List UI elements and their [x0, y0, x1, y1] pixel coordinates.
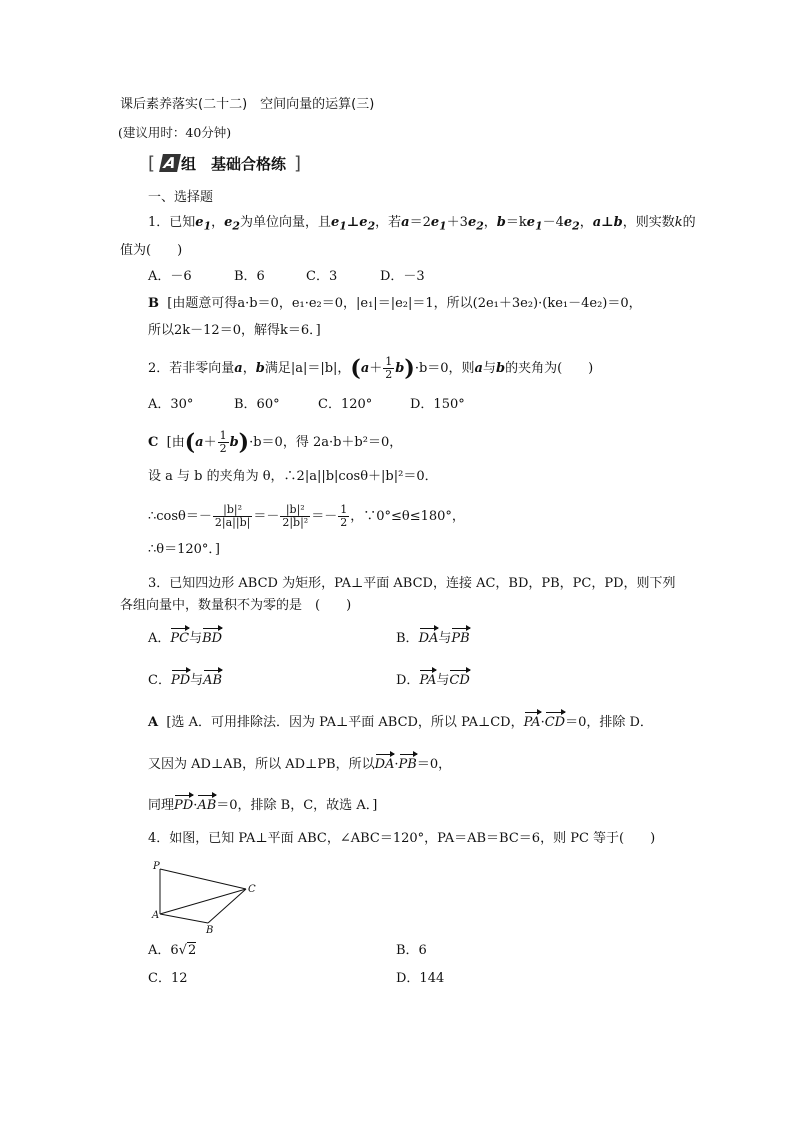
q1-option-b: B．6	[234, 269, 265, 284]
section-badge: A	[159, 154, 181, 172]
q1-text: 1．已知	[148, 215, 196, 230]
q1-text: ，则实数	[622, 215, 675, 230]
dot: ·	[540, 715, 545, 730]
vector-pa: PA	[419, 673, 437, 688]
q2-solution-text: [由	[166, 435, 185, 450]
q1-solution-line1	[148, 295, 642, 313]
q1-e2: $e_2$	[563, 215, 580, 233]
label-p: P	[153, 861, 160, 872]
paren-right: )	[238, 429, 250, 456]
q3-solution-line3	[148, 797, 377, 815]
q1-e1: $e_1$	[526, 215, 543, 233]
q2-range: ，∵0°≤θ≤180°，	[350, 509, 465, 524]
q3-option-b	[396, 630, 470, 648]
q2-option-d: D．150°	[410, 397, 465, 412]
q2-text: 满足|a|＝|b|，	[264, 361, 351, 376]
q3-stem-line2: 各组向量中，数量积不为零的是 ( )	[120, 598, 352, 613]
q2-answer: C	[148, 435, 159, 450]
q1-option-d: D．－3	[380, 269, 425, 284]
q3-answer: A	[148, 715, 159, 730]
q2-a: a	[474, 361, 483, 376]
frac-num: |b|²	[280, 504, 310, 517]
q1-answer: B	[148, 296, 159, 311]
option-letter: A．	[148, 631, 171, 646]
frac-num: 1	[385, 355, 393, 368]
q1-text: ，若	[375, 215, 402, 230]
vector-ab: AB	[197, 798, 217, 813]
radicand: 2	[187, 943, 197, 958]
label-a: A	[152, 910, 160, 921]
fraction-half	[383, 356, 394, 381]
q2-text: 与	[482, 361, 496, 376]
q4-option-b: B．6	[396, 943, 427, 958]
page-title: 课后素养落实(二十二) 空间向量的运算(三)	[120, 97, 375, 112]
vector-da: DA	[418, 631, 439, 646]
q2-plus: ＋	[203, 435, 217, 450]
q3-stem-line1: 3．已知四边形 ABCD 为矩形，PA⊥平面 ABCD，连接 AC，BD，PB，PC，PD，则下列	[148, 576, 676, 591]
q2-a: a	[234, 361, 243, 376]
q4-option-c: C．12	[148, 971, 188, 986]
q2-option-a: A．30°	[148, 397, 194, 412]
q1-option-c: C．3	[306, 269, 338, 284]
fraction-half	[218, 430, 229, 455]
q1-aperpb: a⊥b	[592, 215, 623, 230]
q1-k: k	[674, 215, 683, 230]
q3-solution-text: ＝0，排除 B，C，故选 A．]	[216, 798, 378, 813]
q2-a: a	[360, 361, 370, 376]
vector-pa: PA	[523, 715, 541, 730]
frac-den: 2|b|²	[282, 516, 309, 529]
conj: 与	[438, 631, 452, 646]
frac-den: 2	[385, 368, 393, 381]
edge-pc	[160, 869, 246, 889]
vector-bd: BD	[202, 631, 223, 646]
q2-plus: ＋	[369, 361, 383, 376]
q3-option-d	[396, 672, 470, 690]
q2-text: 的夹角为( )	[505, 361, 594, 376]
q4-stem: 4．如图，已知 PA⊥平面 ABC，∠ABC＝120°，PA＝AB＝BC＝6，则 PC 等于( )	[148, 831, 656, 846]
edge-ab	[160, 914, 208, 923]
q3-option-c	[148, 672, 222, 690]
q1-e1: $e_1$	[195, 215, 212, 233]
label-c: C	[248, 884, 256, 895]
edge-ac	[160, 889, 246, 914]
paren-left: (	[350, 355, 361, 382]
time-hint: (建议用时：40分钟)	[118, 125, 232, 140]
q1-option-a: A．－6	[148, 269, 192, 284]
paren-left: (	[184, 429, 196, 456]
option-text: A．6	[148, 943, 179, 958]
fraction-1	[213, 504, 252, 529]
q1-text: 的	[682, 215, 696, 230]
q2-solution-line3	[148, 504, 465, 529]
q1-text: ，	[579, 215, 593, 230]
section-header	[148, 150, 301, 176]
q1-text: －4	[542, 215, 564, 230]
q1-e2: $e_2$	[467, 215, 484, 233]
vector-da: DA	[374, 757, 395, 772]
q4-option-a	[148, 942, 196, 960]
bracket-right: ]	[294, 152, 302, 174]
q2-b: b	[395, 361, 405, 376]
q2-option-c: C．120°	[318, 397, 373, 412]
label-b: B	[206, 925, 214, 936]
q2-cos-text: ∴cosθ＝－	[148, 509, 212, 524]
frac-num: 1	[340, 503, 348, 516]
option-letter: B．	[396, 631, 419, 646]
option-letter: C．	[148, 673, 171, 688]
q1-solution-line2: 所以2k－12＝0，解得k＝6．]	[148, 323, 321, 338]
q2-b: b	[496, 361, 506, 376]
q2-solution-end: ∴θ＝120°．]	[148, 542, 220, 557]
vector-cd: CD	[449, 673, 470, 688]
vector-cd: CD	[544, 715, 566, 730]
dot: ·	[193, 798, 198, 813]
q2-b: b	[229, 435, 239, 450]
frac-den: 2	[219, 442, 227, 455]
q1-text: ，	[211, 215, 225, 230]
fraction-3	[338, 504, 349, 529]
vector-pb: PB	[451, 631, 470, 646]
frac-den: 2|a||b|	[214, 516, 251, 529]
vector-pb: PB	[398, 757, 417, 772]
q2-stem: 2．若非零向量a，b满足|a|＝|b|，(a＋ $\frac{1}{2}$ b)·b＝0，则a与b的夹角为( )	[148, 355, 594, 382]
q3-solution-line1	[148, 714, 653, 732]
vector-pd: PD	[170, 673, 191, 688]
option-letter: D．	[396, 673, 420, 688]
conj: 与	[190, 673, 204, 688]
q3-solution-text: ＝0，	[416, 757, 452, 772]
q1-solution-text: [由题意可得a·b＝0，e₁·e₂＝0，|e₁|＝|e₂|＝1，所以(2e₁＋3e₂)·(ke₁－4e₂)＝0，	[167, 296, 642, 311]
q1-stem-line1	[148, 214, 696, 236]
vector-pc: PC	[170, 631, 190, 646]
q1-e1: $e_1$	[430, 215, 447, 233]
q2-solution-text: ·b＝0，得 2a·b＋b²＝0，	[249, 435, 403, 450]
q2-solution-line1	[148, 430, 402, 455]
q3-solution-text: 又因为 AD⊥AB，所以 AD⊥PB，所以	[148, 757, 375, 772]
q2-option-b: B．60°	[234, 397, 280, 412]
q3-solution-text: ＝0，排除 D．	[565, 715, 653, 730]
dot: ·	[394, 757, 399, 772]
q1-text: ＋3	[446, 215, 468, 230]
q2-eq: ＝－	[311, 509, 338, 524]
q2-text: ·b＝0，则	[414, 361, 475, 376]
frac-num: 1	[219, 429, 227, 442]
q2-a: a	[195, 435, 204, 450]
vector-ab: AB	[203, 673, 223, 688]
q3-solution-text: [选 A．可用排除法．因为 PA⊥平面 ABCD，所以 PA⊥CD，	[166, 715, 524, 730]
q1-text: 为单位向量，且	[239, 215, 331, 230]
q1-e2: $e_2$	[224, 215, 240, 233]
q1-text: ＝2	[409, 215, 431, 230]
q1-b: b	[496, 215, 506, 230]
q1-text: ，	[483, 215, 497, 230]
frac-num: |b|²	[213, 504, 252, 517]
q3-solution-line2	[148, 756, 451, 774]
frac-den: 2	[340, 516, 348, 529]
vector-pd: PD	[174, 798, 194, 813]
q1-stem-line2: 值为( )	[120, 243, 183, 258]
bracket-left: [	[148, 152, 156, 174]
q1-perp: $e_1\perp e_2$	[330, 215, 376, 233]
conj: 与	[436, 673, 450, 688]
q2-eq: ＝－	[253, 509, 280, 524]
q3-option-a	[148, 630, 222, 648]
sqrt-icon: √	[178, 943, 187, 958]
q1-a: a	[401, 215, 410, 230]
q4-figure	[148, 858, 268, 936]
section-label: 组 基础合格练	[181, 154, 287, 173]
q2-solution-line2: 设 a 与 b 的夹角为 θ，∴2|a||b|cosθ＋|b|²＝0．	[148, 469, 438, 484]
q2-b: b	[255, 361, 265, 376]
q3-solution-text: 同理	[148, 798, 175, 813]
conj: 与	[189, 631, 203, 646]
paren-right: )	[404, 355, 415, 382]
part-heading: 一、选择题	[148, 190, 214, 205]
q4-option-d: D．144	[396, 971, 445, 986]
fraction-2	[280, 504, 310, 529]
q1-text: ＝k	[505, 215, 527, 230]
q2-text: 2．若非零向量	[148, 361, 235, 376]
